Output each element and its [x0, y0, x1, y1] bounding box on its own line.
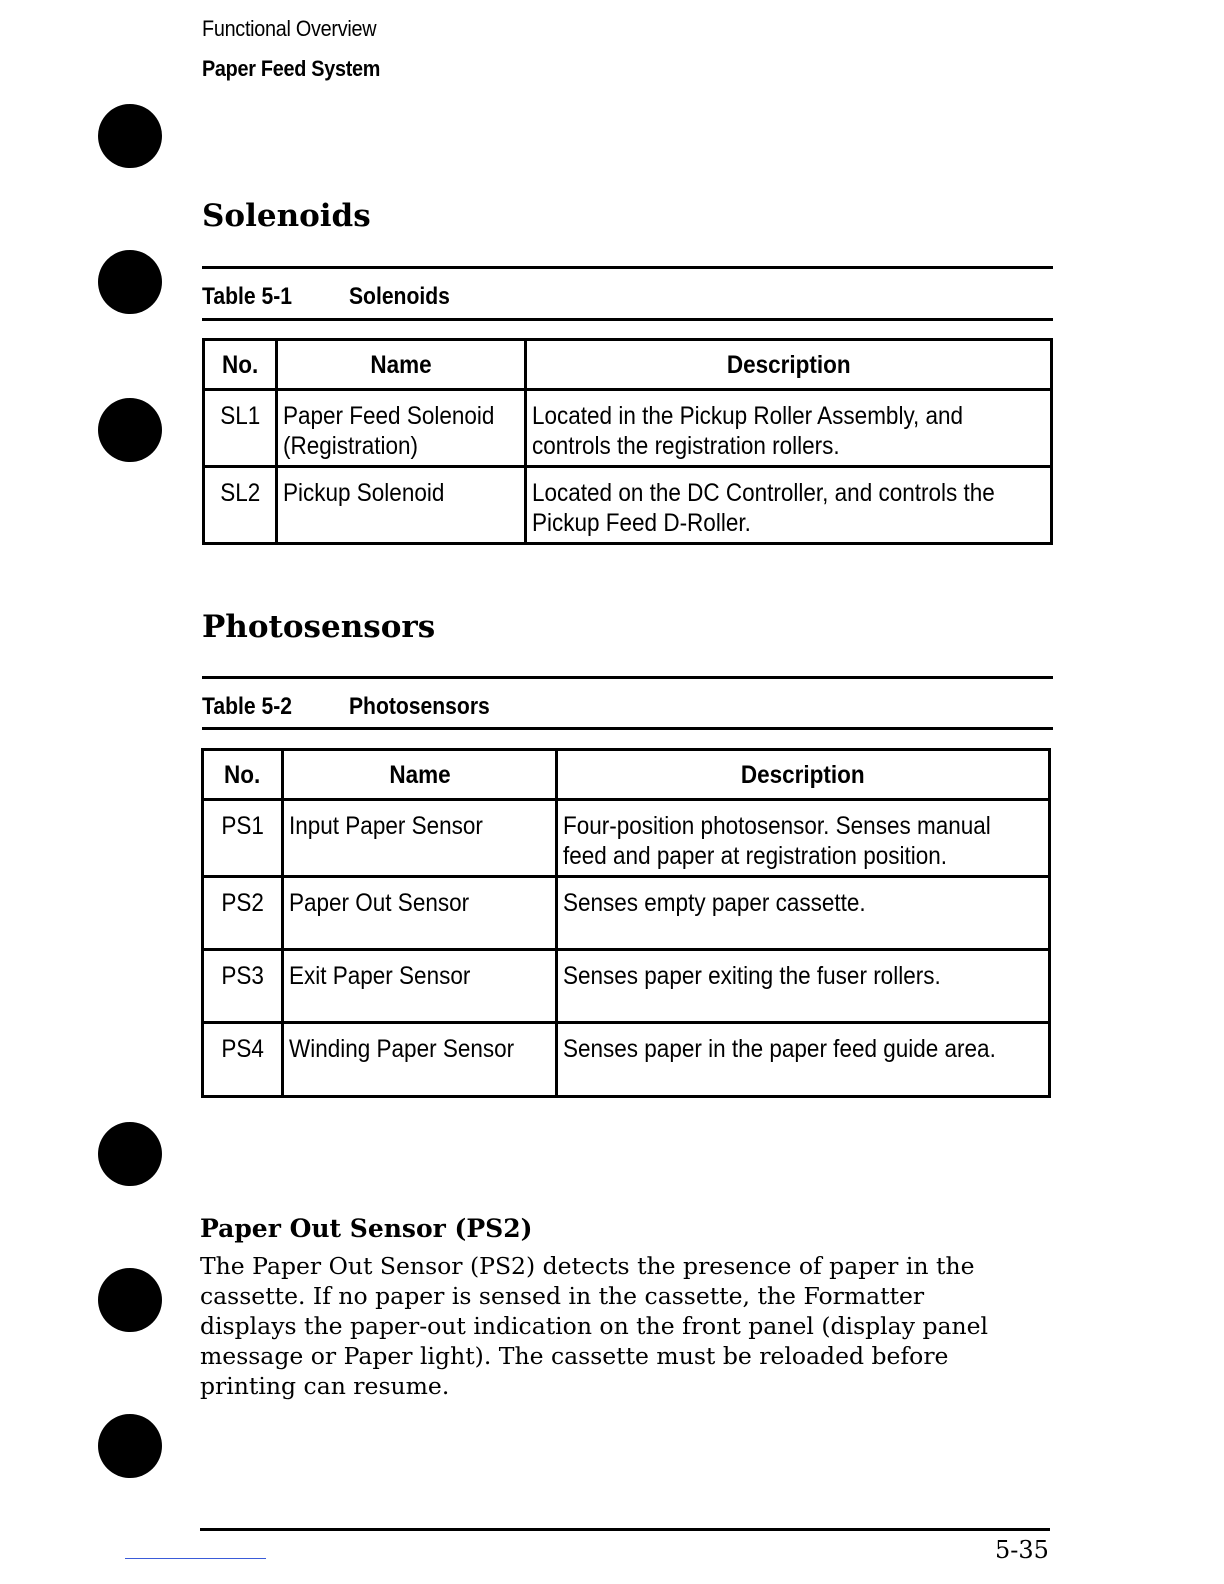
caption-rule-top [202, 266, 1053, 269]
page-number: 5-35 [995, 1536, 1049, 1564]
cell-no: PS1 [203, 800, 283, 877]
paper-out-sensor-heading: Paper Out Sensor (PS2) [200, 1214, 533, 1243]
body-line: cassette. If no paper is sensed in the cassette, the Formatter [200, 1282, 925, 1310]
table-row [203, 800, 1050, 877]
caption-rule-top [202, 676, 1053, 679]
cell-description: Located in the Pickup Roller Assembly, and controls the registration rollers. [525, 390, 1051, 467]
photosensors-table [201, 748, 1051, 1098]
table-header-row [203, 750, 1050, 800]
table-header-row [204, 340, 1052, 390]
table-label: Table 5-2 [202, 693, 292, 720]
cell-no: PS3 [203, 950, 283, 1023]
table-row [203, 877, 1050, 950]
column-header-description: Description [557, 750, 1050, 800]
table-row [204, 467, 1052, 544]
paper-out-sensor-body [200, 1251, 1060, 1401]
column-header-no: No. [204, 340, 277, 390]
column-header-name: Name [283, 750, 557, 800]
cell-no: PS4 [203, 1023, 283, 1097]
binder-hole [98, 250, 162, 314]
body-line: The Paper Out Sensor (PS2) detects the presence of paper in the [200, 1252, 975, 1280]
cell-description: Senses paper exiting the fuser rollers. [557, 950, 1050, 1023]
table-row [204, 390, 1052, 467]
body-line: displays the paper-out indication on the front panel (display panel [200, 1312, 989, 1340]
cell-name: Paper Feed Solenoid (Registration) [277, 390, 525, 467]
body-line: message or Paper light). The cassette must be reloaded before [200, 1342, 949, 1370]
binder-hole [98, 1122, 162, 1186]
cell-name: Input Paper Sensor [283, 800, 557, 877]
cell-name: Exit Paper Sensor [283, 950, 557, 1023]
footer-link-underline [125, 1558, 266, 1559]
caption-rule-bottom [202, 318, 1053, 321]
caption-rule-bottom [202, 727, 1053, 730]
table-row [203, 1023, 1050, 1097]
binder-hole [98, 398, 162, 462]
cell-name: Winding Paper Sensor [283, 1023, 557, 1097]
cell-no: SL1 [204, 390, 277, 467]
cell-name: Pickup Solenoid [277, 467, 525, 544]
running-head-section: Functional Overview [202, 16, 377, 41]
solenoids-heading: Solenoids [202, 198, 371, 234]
binder-hole [98, 1414, 162, 1478]
footer-rule [200, 1528, 1050, 1531]
cell-description: Senses paper in the paper feed guide area. [557, 1023, 1050, 1097]
column-header-no: No. [203, 750, 283, 800]
table-5-1-caption [202, 283, 450, 311]
cell-description: Four-position photosensor. Senses manual feed and paper at registration position. [557, 800, 1050, 877]
table-row [203, 950, 1050, 1023]
running-head-subsection: Paper Feed System [202, 56, 381, 81]
cell-name: Paper Out Sensor [283, 877, 557, 950]
column-header-name: Name [277, 340, 525, 390]
table-5-2-caption [202, 693, 490, 721]
table-title: Solenoids [348, 283, 450, 310]
column-header-description: Description [525, 340, 1051, 390]
table-label: Table 5-1 [202, 283, 292, 310]
body-line: printing can resume. [200, 1372, 450, 1400]
binder-hole [98, 1268, 162, 1332]
cell-no: SL2 [204, 467, 277, 544]
photosensors-heading: Photosensors [202, 609, 436, 645]
cell-description: Located on the DC Controller, and controls the Pickup Feed D-Roller. [525, 467, 1051, 544]
cell-description: Senses empty paper cassette. [557, 877, 1050, 950]
cell-no: PS2 [203, 877, 283, 950]
solenoids-table [202, 338, 1053, 545]
binder-hole [98, 104, 162, 168]
table-title: Photosensors [348, 693, 490, 720]
